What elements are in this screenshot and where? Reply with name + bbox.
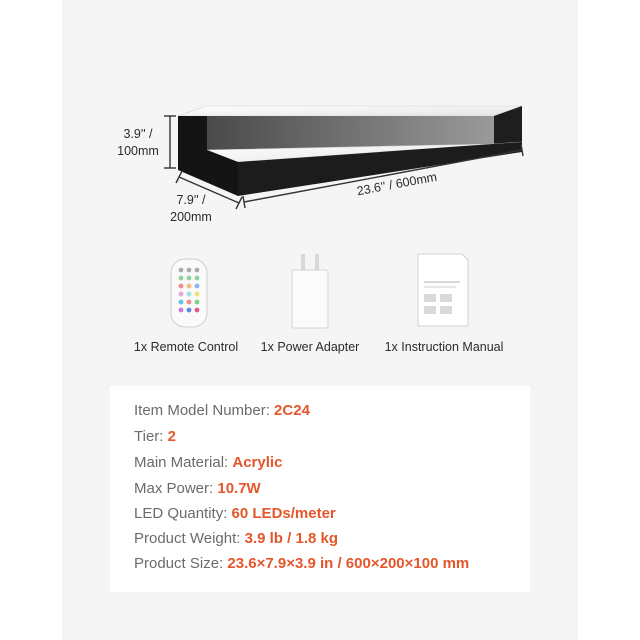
accessory-label-manual: 1x Instruction Manual	[384, 340, 504, 354]
spec-value: 60 LEDs/meter	[231, 505, 336, 522]
spec-value: 10.7W	[217, 480, 261, 497]
spec-row-weight	[134, 530, 338, 547]
depth-dimension-line2: 200mm	[170, 210, 212, 224]
upper-tier-top	[178, 106, 522, 116]
spec-label: Product Weight:	[134, 530, 245, 547]
spec-row-tier	[134, 428, 176, 445]
spec-label: LED Quantity:	[134, 505, 232, 522]
instruction-manual-icon	[416, 252, 470, 328]
spec-label: Product Size:	[134, 555, 228, 572]
spec-label: Main Material:	[134, 454, 233, 471]
height-dimension-line1: 3.9'' /	[123, 127, 153, 141]
spec-value: 2	[167, 428, 176, 445]
accessory-label-remote: 1x Remote Control	[133, 340, 239, 354]
depth-dimension-line1: 7.9'' /	[176, 193, 206, 207]
accessory-label-adapter: 1x Power Adapter	[260, 340, 360, 354]
width-dimension: 23.6'' / 600mm	[355, 169, 439, 199]
spec-value: 3.9 lb / 1.8 kg	[244, 530, 339, 547]
spec-row-material	[134, 454, 282, 471]
spec-label: Tier:	[134, 428, 168, 445]
spec-value: 2C24	[274, 402, 310, 419]
height-dimension	[108, 126, 168, 160]
spec-row-model	[134, 402, 310, 419]
spec-label: Max Power:	[134, 480, 218, 497]
spec-value: 23.6×7.9×3.9 in / 600×200×100 mm	[227, 555, 470, 572]
remote-control-icon	[170, 258, 208, 328]
spec-row-power	[134, 480, 261, 497]
shelf-illustration	[0, 0, 640, 240]
spec-row-size	[134, 555, 469, 572]
spec-row-led	[134, 505, 336, 522]
power-adapter-icon	[290, 252, 330, 330]
spec-value: Acrylic	[232, 454, 283, 471]
depth-dimension	[158, 192, 224, 226]
spec-card	[110, 386, 530, 592]
spec-label: Item Model Number:	[134, 402, 275, 419]
height-dimension-line2: 100mm	[117, 144, 159, 158]
